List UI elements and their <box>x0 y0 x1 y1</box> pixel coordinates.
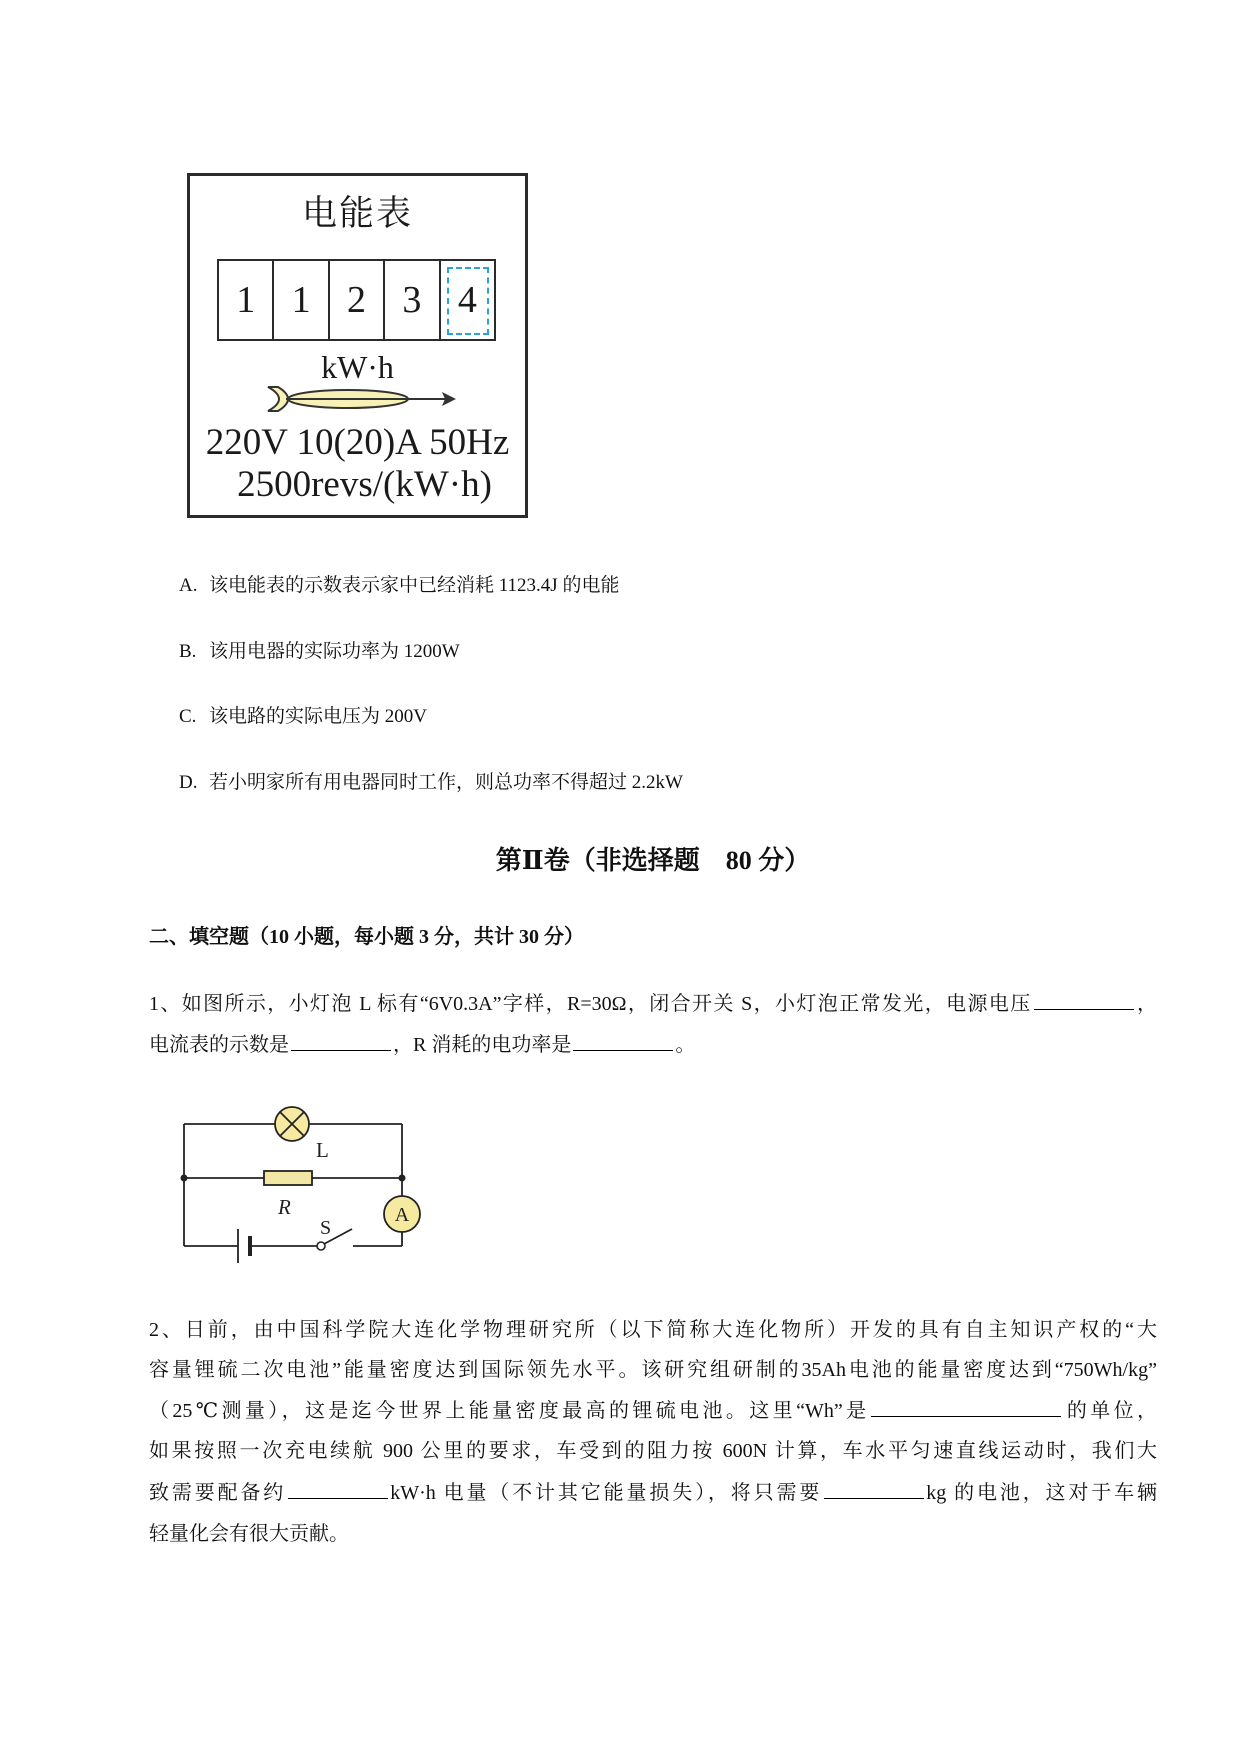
meter-digit-1: 1 <box>219 261 274 339</box>
option-letter: A. <box>179 575 198 596</box>
q2-text: （25℃测量），这是迄今世界上能量密度最高的锂硫电池。这里“Wh”是 <box>149 1400 870 1422</box>
q1-text: 。 <box>675 1034 696 1056</box>
meter-digit-5 <box>441 261 494 339</box>
meter-digit-row <box>217 259 496 341</box>
part-heading: 二、填空题（10 小题，每小题 3 分，共计 30 分） <box>149 926 584 948</box>
q1-line-2 <box>149 1030 1157 1060</box>
q2-text: kg 的电池，这对于车辆 <box>926 1482 1158 1504</box>
meter-digit-2: 1 <box>274 261 329 339</box>
meter-unit: kW·h <box>321 349 394 385</box>
q1-text: 1、如图所示，小灯泡 L 标有“6V0.3A”字样，R=30Ω，闭合开关 S，小灯泡正常发光，电源电压 <box>149 993 1032 1015</box>
resistor-label: R <box>278 1195 291 1219</box>
option-d[interactable] <box>179 768 683 798</box>
option-text: 该电能表的示数表示家中已经消耗 1123.4J 的电能 <box>209 575 620 596</box>
circuit-diagram <box>170 1100 430 1275</box>
q2-line-4 <box>149 1436 1157 1466</box>
q1-text: 电流表的示数是 <box>149 1034 289 1056</box>
answer-blank-battery-mass[interactable] <box>824 1480 924 1499</box>
q2-line-1 <box>149 1315 1157 1345</box>
option-letter: C. <box>179 706 197 727</box>
section-title: 第Ⅱ卷（非选择题 80 分） <box>495 846 811 875</box>
meter-spec-rating: 220V 10(20)A 50Hz <box>205 422 510 463</box>
option-letter: B. <box>179 641 197 662</box>
q2-text: 2、日前，由中国科学院大连化学物理研究所（以下简称大连化物所）开发的具有自主知识产权的“大 <box>149 1319 1157 1341</box>
option-text: 该用电器的实际功率为 1200W <box>209 641 460 662</box>
ammeter-label: A <box>394 1204 410 1226</box>
option-text: 若小明家所有用电器同时工作，则总功率不得超过 2.2kW <box>209 772 683 793</box>
q2-line-5 <box>149 1478 1157 1508</box>
q2-line-2 <box>149 1355 1157 1385</box>
answer-blank-wh-unit[interactable] <box>871 1398 1061 1417</box>
q2-text: 轻量化会有很大贡献。 <box>149 1523 349 1545</box>
option-text: 该电路的实际电压为 200V <box>209 706 427 727</box>
option-b[interactable] <box>179 637 460 667</box>
answer-blank-source-voltage[interactable] <box>1034 991 1134 1010</box>
q2-text: kW·h 电量（不计其它能量损失），将只需要 <box>390 1482 823 1504</box>
meter-digit-3: 2 <box>330 261 385 339</box>
electric-meter-figure <box>187 173 528 518</box>
meter-spec-revs: 2500revs/(kW·h) <box>237 464 492 505</box>
option-c[interactable] <box>179 702 427 732</box>
q2-line-3 <box>149 1396 1157 1426</box>
q2-text: 容量锂硫二次电池”能量密度达到国际领先水平。该研究组研制的35Ah电池的能量密度达到“750Wh/kg” <box>149 1359 1157 1381</box>
resistor-icon <box>264 1171 312 1185</box>
switch-label: S <box>320 1217 332 1239</box>
meter-title: 电能表 <box>301 194 413 233</box>
answer-blank-resistor-power[interactable] <box>573 1032 673 1051</box>
q1-line-1 <box>149 989 1157 1019</box>
answer-blank-ammeter-reading[interactable] <box>291 1032 391 1051</box>
meter-digit-4: 3 <box>385 261 440 339</box>
answer-blank-energy-kwh[interactable] <box>288 1480 388 1499</box>
option-a[interactable] <box>179 571 619 601</box>
q2-line-6 <box>149 1519 1157 1549</box>
junction-dot <box>181 1175 188 1182</box>
q2-text: 致需要配备约 <box>149 1482 287 1504</box>
q2-text: 如果按照一次充电续航 900 公里的要求，车受到的阻力按 600N 计算，车水平匀速直线运动时，我们大 <box>149 1440 1157 1462</box>
q2-text: 的单位， <box>1063 1400 1157 1422</box>
q1-text: ， <box>1135 993 1157 1015</box>
q1-text: ，R 消耗的电功率是 <box>393 1034 572 1056</box>
lamp-label: L <box>316 1138 329 1162</box>
meter-decimal-dashed-box <box>447 267 489 335</box>
meter-digit-5-value: 4 <box>457 279 477 321</box>
battery-icon <box>238 1229 250 1263</box>
option-letter: D. <box>179 772 198 793</box>
junction-dot <box>399 1175 406 1182</box>
meter-rotor-icon <box>260 382 460 416</box>
lamp-icon <box>275 1107 309 1141</box>
